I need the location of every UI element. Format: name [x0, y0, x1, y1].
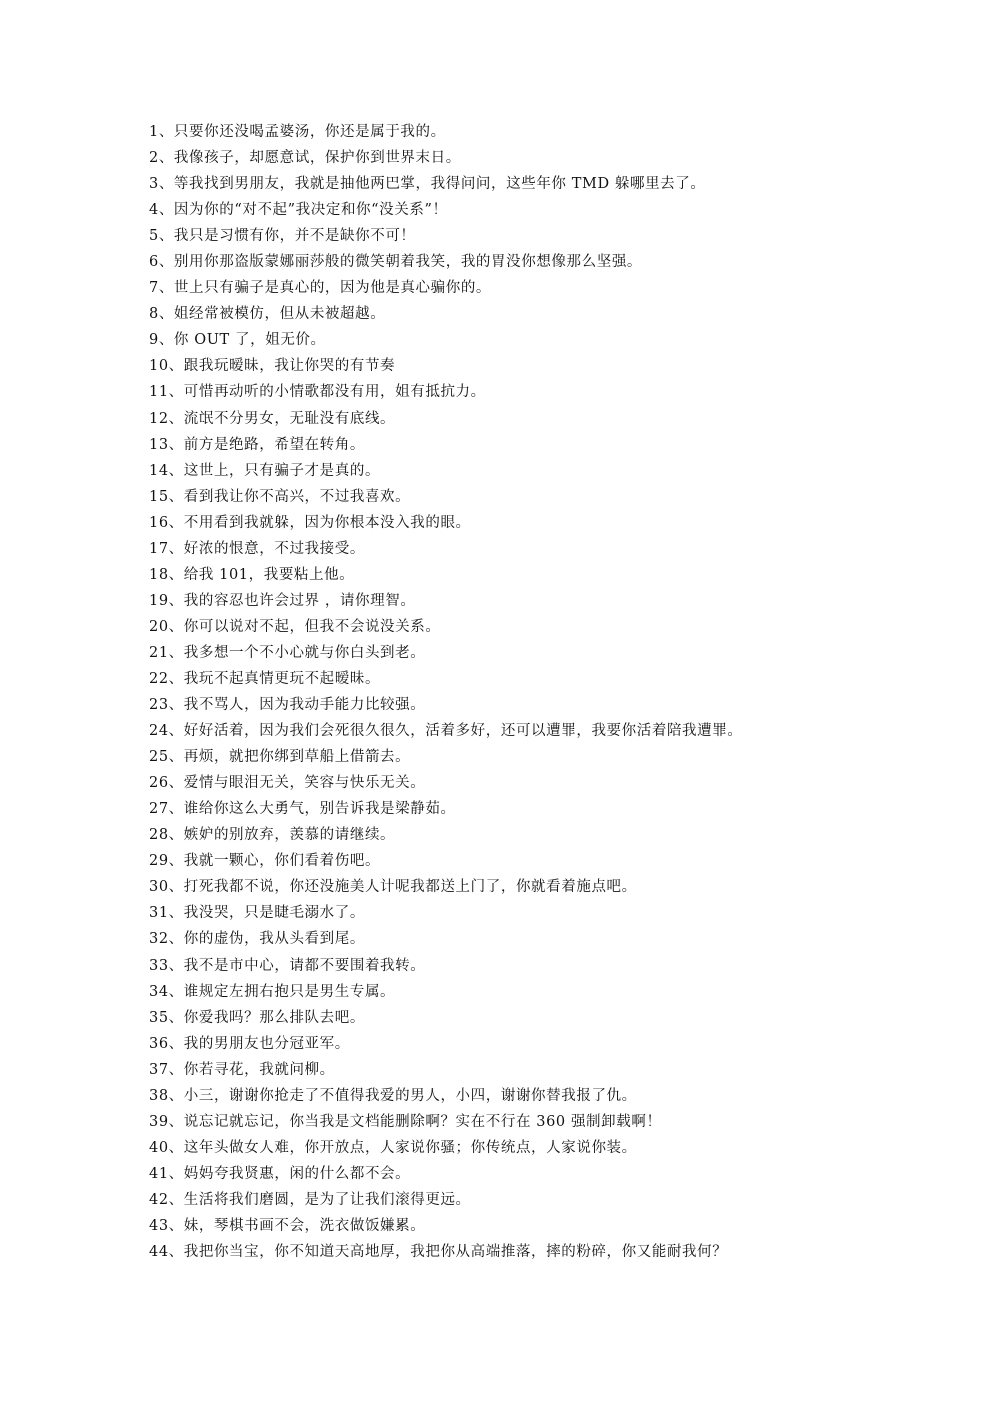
list-item: 11、可惜再动听的小情歌都没有用，姐有抵抗力。: [149, 384, 486, 401]
list-item: 1、只要你还没喝孟婆汤，你还是属于我的。: [149, 124, 446, 140]
list-item: 31、我没哭，只是睫毛溺水了。: [149, 905, 365, 922]
list-item: 39、说忘记就忘记，你当我是文档能删除啊？实在不行在 360 强制卸载啊！: [149, 1113, 662, 1130]
list-item: 41、妈妈夸我贤惠，闲的什么都不会。: [149, 1165, 411, 1182]
list-item: 22、我玩不起真情更玩不起暧昧。: [149, 670, 381, 687]
list-item: 32、你的虚伪，我从头看到尾。: [149, 931, 365, 948]
list-item: 13、前方是绝路，希望在转角。: [149, 436, 365, 453]
list-item: 44、我把你当宝，你不知道天高地厚，我把你从高端推落，摔的粉碎，你又能耐我何？: [149, 1244, 728, 1261]
list-item: 30、打死我都不说，你还没施美人计呢我都送上门了，你就看着施点吧。: [149, 879, 637, 896]
list-item: 37、你若寻花，我就问柳。: [149, 1061, 335, 1078]
list-item: 6、别用你那盗版蒙娜丽莎般的微笑朝着我笑，我的胃没你想像那么坚强。: [149, 254, 643, 271]
list-item: 4、因为你的“对不起”我决定和你“没关系”！: [149, 202, 448, 219]
list-item: 21、我多想一个不小心就与你白头到老。: [149, 644, 426, 661]
list-item: 34、谁规定左拥右抱只是男生专属。: [149, 983, 396, 1000]
list-item: 33、我不是市中心，请都不要围着我转。: [149, 957, 426, 974]
list-item: 8、姐经常被模仿，但从未被超越。: [149, 306, 386, 323]
list-item: 12、流氓不分男女，无耻没有底线。: [149, 410, 396, 427]
list-item: 40、这年头做女人难，你开放点，人家说你骚；你传统点，人家说你装。: [149, 1139, 637, 1156]
list-item: 28、嫉妒的别放弃，羡慕的请继续。: [149, 827, 396, 844]
list-item: 19、我的容忍也许会过界 ，请你理智。: [149, 592, 416, 609]
list-item: 25、再烦，就把你绑到草船上借箭去。: [149, 749, 411, 766]
list-item: 3、等我找到男朋友，我就是抽他两巴掌，我得问问，这些年你 TMD 躲哪里去了。: [149, 176, 706, 193]
list-item: 24、好好活着，因为我们会死很久很久，活着多好，还可以遭罪，我要你活着陪我遭罪。: [149, 723, 743, 740]
list-item: 35、你爱我吗？那么排队去吧。: [149, 1009, 365, 1026]
list-item: 18、给我 101，我要粘上他。: [149, 566, 355, 583]
list-item: 7、世上只有骗子是真心的，因为他是真心骗你的。: [149, 280, 492, 297]
list-item: 38、小三，谢谢你抢走了不值得我爱的男人，小四，谢谢你替我报了仇。: [149, 1087, 637, 1104]
list-item: 5、我只是习惯有你，并不是缺你不可！: [149, 228, 416, 245]
list-item: 10、跟我玩暧昧，我让你哭的有节奏: [149, 358, 396, 375]
list-item: 15、看到我让你不高兴，不过我喜欢。: [149, 488, 411, 505]
list-item: 17、好浓的恨意，不过我接受。: [149, 540, 365, 557]
list-item: 27、谁给你这么大勇气，别告诉我是梁静茹。: [149, 801, 456, 818]
list-item: 36、我的男朋友也分冠亚军。: [149, 1035, 350, 1052]
quote-list: [149, 119, 742, 1265]
list-item: 42、生活将我们磨圆，是为了让我们滚得更远。: [149, 1191, 471, 1208]
list-item: 2、我像孩子，却愿意试，保护你到世界末日。: [149, 150, 461, 167]
list-item: 16、不用看到我就躲，因为你根本没入我的眼。: [149, 514, 471, 531]
list-item: 23、我不骂人，因为我动手能力比较强。: [149, 697, 426, 714]
list-item: 29、我就一颗心，你们看着伤吧。: [149, 853, 381, 870]
list-item: 20、你可以说对不起，但我不会说没关系。: [149, 618, 441, 635]
list-item: 14、这世上，只有骗子才是真的。: [149, 462, 381, 479]
list-item: 26、爱情与眼泪无关，笑容与快乐无关。: [149, 775, 426, 792]
list-item: 43、妹，琴棋书画不会，洗衣做饭嫌累。: [149, 1217, 426, 1234]
list-item: 9、你 OUT 了，姐无价。: [149, 332, 326, 349]
